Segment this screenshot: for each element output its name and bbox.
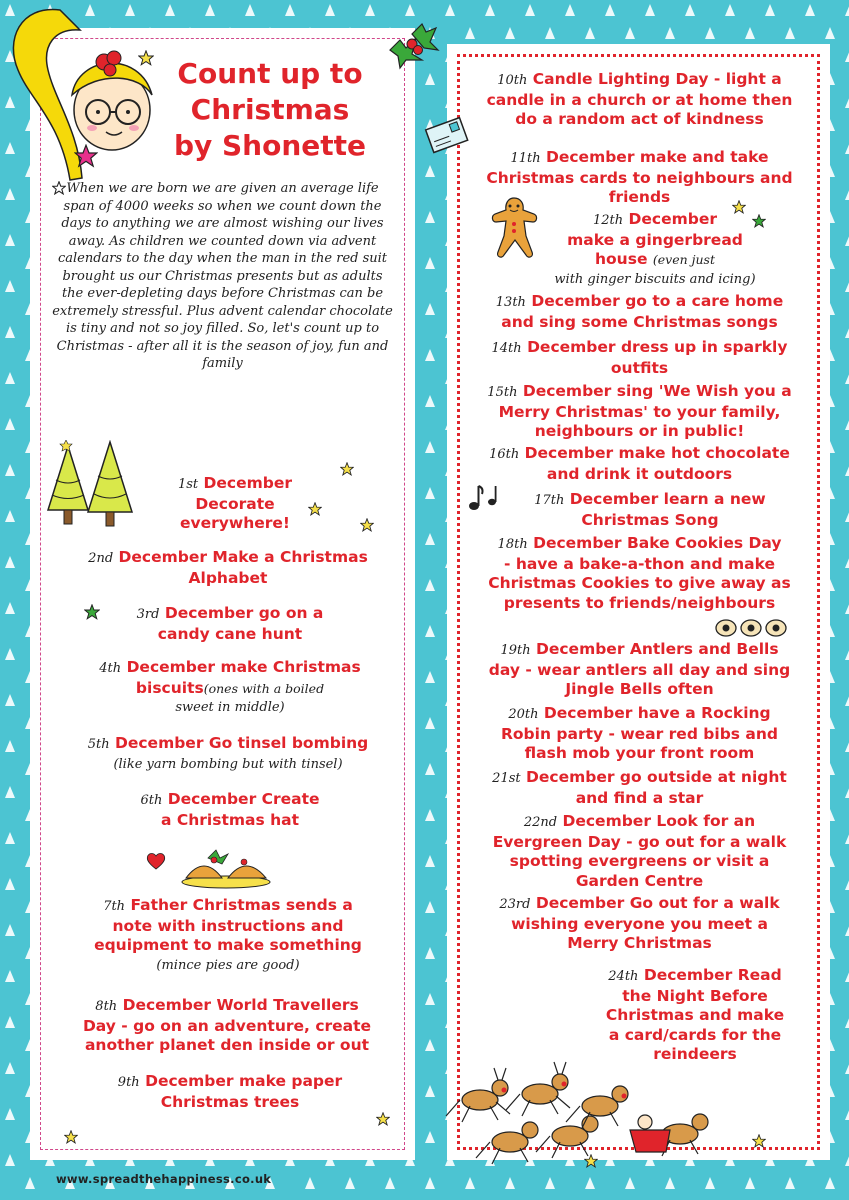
star-icon [84, 604, 100, 620]
entry-day-22: 22nd December Look for an Evergreen Day - go out for a walk spotting evergreens or visit a Garden Centre [492, 812, 787, 890]
sweets-icon [714, 616, 788, 640]
entry-day-10: 10th Candle Lighting Day - light a candle in a church or at home then do a random act of kindness [486, 70, 793, 128]
entry-day-1: 1st December Decorate everywhere! [177, 474, 293, 532]
entry-day-14: 14th December dress up in sparkly outfits [491, 338, 788, 377]
postcard-icon [423, 113, 471, 159]
star-icon [64, 1130, 78, 1144]
entry-day-3: 3rd December go on a candy cane hunt [136, 604, 324, 643]
entry-day-15: 15th December sing 'We Wish you a Merry Christmas' to your family, neighbours or in public! [487, 382, 792, 440]
star-icon [340, 462, 354, 476]
footer-website-url: www.spreadthehappiness.co.uk [56, 1172, 272, 1186]
star-icon [74, 144, 98, 168]
entry-day-5: 5th December Go tinsel bombing (like yarn bombing but with tinsel) [87, 734, 369, 772]
mince-pies-icon [180, 840, 272, 890]
entry-day-17: 17th December learn a new Christmas Song [534, 490, 766, 529]
star-icon [360, 518, 374, 532]
title-line-1: Count up to [177, 57, 363, 90]
star-icon [376, 1112, 390, 1126]
christmas-trees-icon [40, 440, 150, 530]
star-icon [732, 200, 746, 214]
entry-day-12: 12th December make a gingerbread house (even just with ginger biscuits and icing) [554, 210, 756, 287]
entry-day-18: 18th December Bake Cookies Day - have a bake-a-thon and make Christmas Cookies to give away as presents to friends/neighbours [488, 534, 791, 612]
intro-paragraph: When we are born we are given an average life span of 4000 weeks so when we count down the days to anything we are almost wishing our lives away. As children we counted down via advent calendars to the day when the man in the red suit brought us our Christmas presents but as adults the ever-depleting days before Christmas can be extremely stressful. Plus advent calendar chocolate is tiny and not so joy filled. So, let's count up to Christmas - after all it is the season of joy, fun and family [52, 181, 393, 371]
music-note-icon [466, 482, 502, 512]
title-line-3: by Shonette [173, 129, 367, 162]
star-icon [308, 502, 322, 516]
entry-day-21: 21st December go outside at night and find a star [492, 768, 787, 807]
page-title [130, 56, 410, 164]
entry-day-9: 9th December make paper Christmas trees [117, 1072, 343, 1111]
title-line-2: Christmas [190, 93, 350, 126]
entry-day-23: 23rd December Go out for a walk wishing everyone you meet a Merry Christmas [499, 894, 780, 952]
gingerbread-man-icon [488, 196, 540, 260]
entry-day-2: 2nd December Make a Christmas Alphabet [88, 548, 368, 587]
holly-icon [382, 20, 442, 70]
entry-day-19: 19th December Antlers and Bells day - wear antlers all day and sing Jingle Bells often [488, 640, 791, 698]
entry-day-6: 6th December Create a Christmas hat [140, 790, 320, 829]
entry-day-16: 16th December make hot chocolate and drink it outdoors [489, 444, 790, 483]
star-icon [584, 1154, 598, 1168]
star-icon [752, 214, 766, 228]
star-icon [138, 50, 154, 66]
star-icon [752, 1134, 766, 1148]
entry-day-7: 7th Father Christmas sends a note with instructions and equipment to make something (mince pies are good) [94, 896, 362, 973]
heart-icon [146, 852, 166, 870]
entry-day-11: 11th December make and take Christmas cards to neighbours and friends [486, 148, 793, 206]
entry-day-13: 13th December go to a care home and sing some Christmas songs [495, 292, 784, 331]
star-icon [52, 181, 66, 195]
entry-day-8: 8th December World Travellers Day - go on an adventure, create another planet den inside or out [82, 996, 372, 1054]
entry-day-20: 20th December have a Rocking Robin party - wear red bibs and flash mob your front room [500, 704, 779, 762]
entry-day-24: 24th December Read the Night Before Christmas and make a card/cards for the reindeers [605, 966, 785, 1063]
entry-day-4: 4th December make Christmas biscuits(ones with a boiled sweet in middle) [99, 658, 361, 715]
